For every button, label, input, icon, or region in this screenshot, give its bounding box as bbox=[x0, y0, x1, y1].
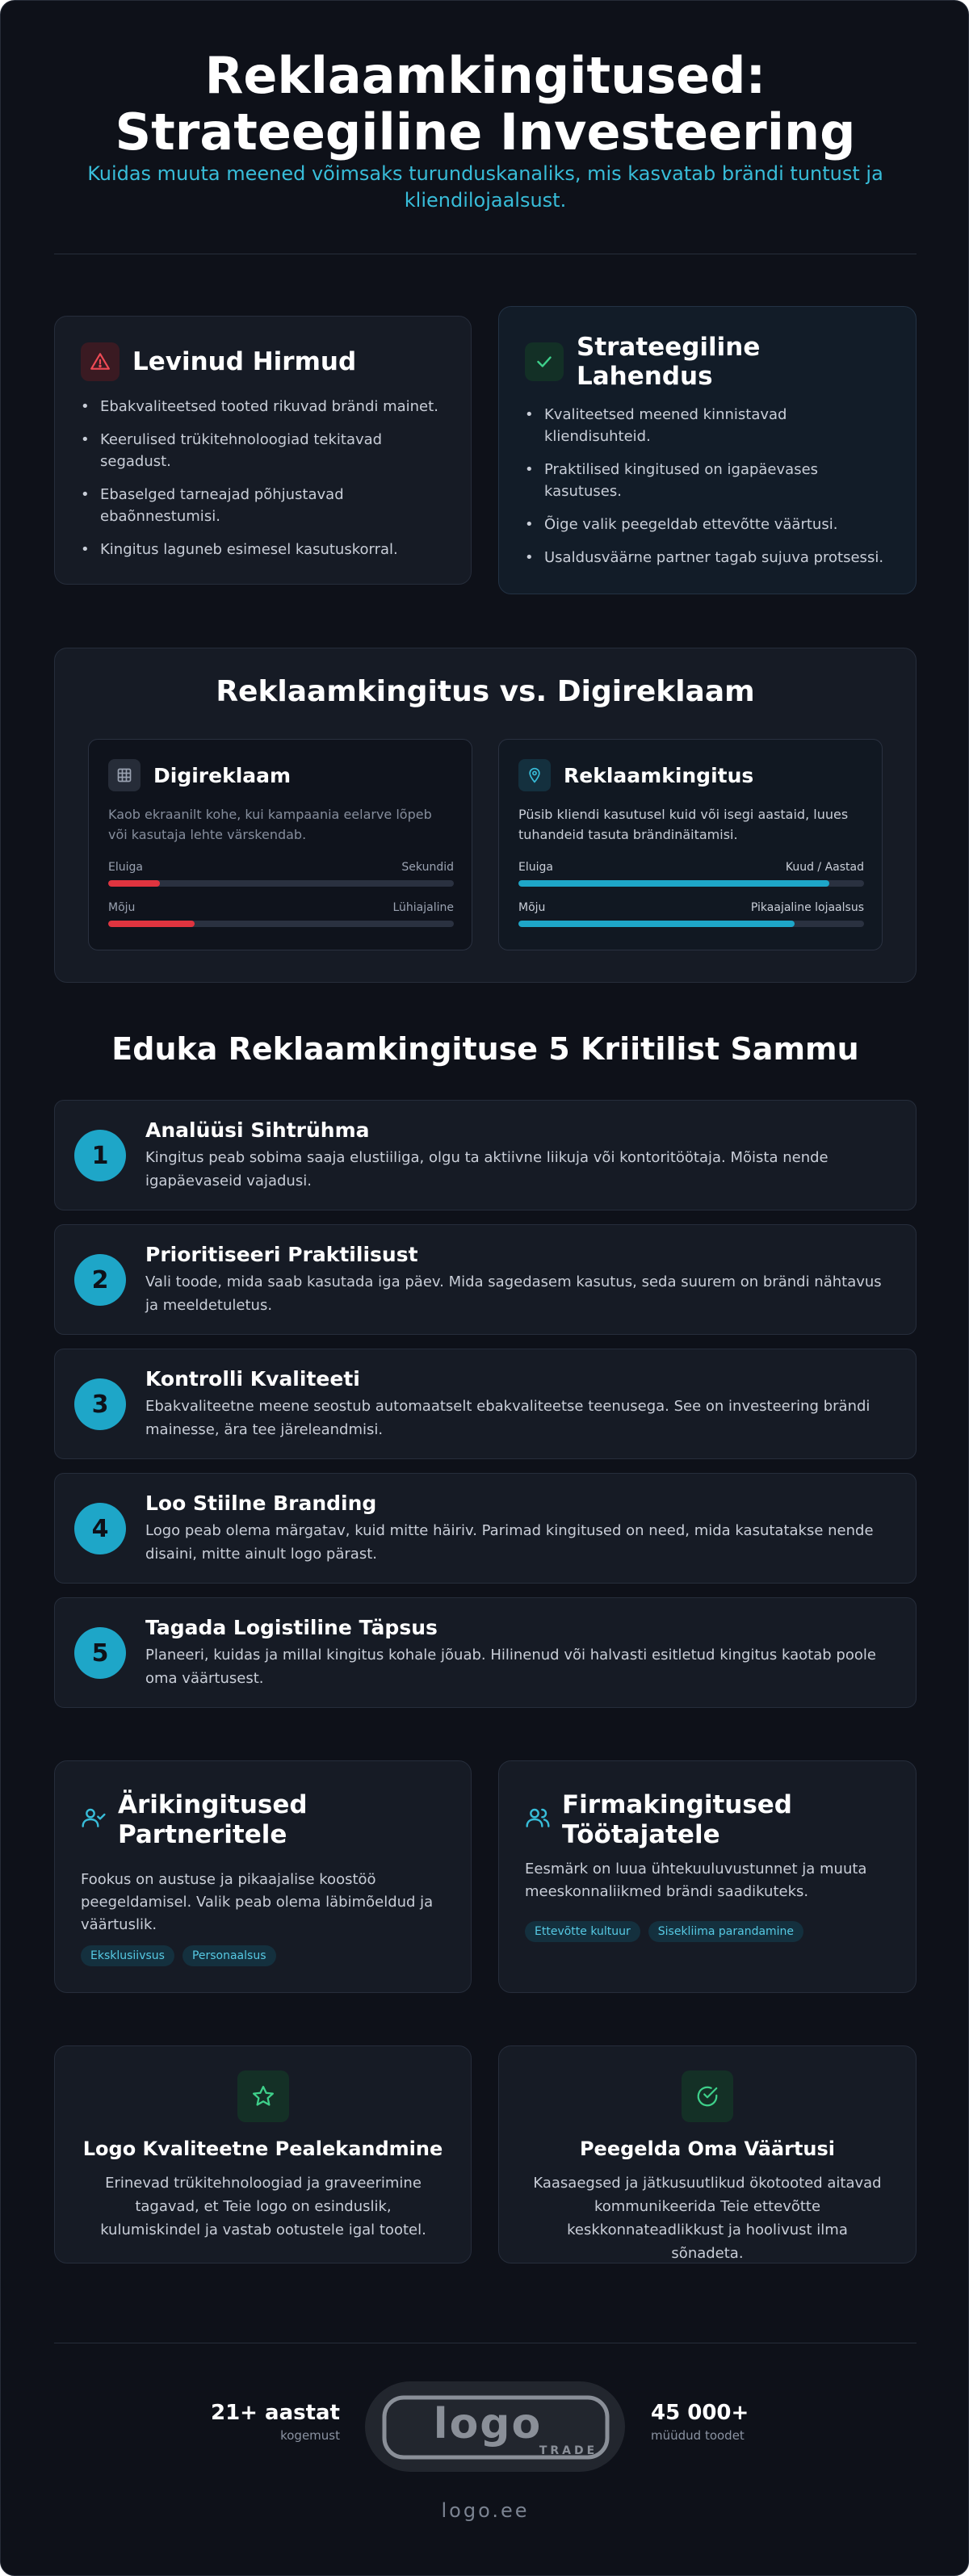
list-item: • Kingitus laguneb esimesel kasutuskorral. bbox=[81, 539, 452, 560]
svg-text:logo: logo bbox=[433, 2400, 543, 2448]
step-number: 1 bbox=[74, 1130, 126, 1181]
check-circle-icon bbox=[682, 2070, 733, 2122]
stat-value: 21+ aastat bbox=[211, 2401, 340, 2425]
gift-title: Reklaamkingitus bbox=[564, 763, 754, 787]
step-card bbox=[54, 1597, 917, 1708]
stat-value: 45 000+ bbox=[651, 2401, 749, 2425]
page-title bbox=[1, 48, 969, 161]
list-item: • Kvaliteetsed meened kinnistavad kliendisuhteid. bbox=[525, 404, 896, 447]
digital-ad-card bbox=[88, 739, 472, 950]
page-title-line1: Reklaamkingitused: bbox=[204, 46, 766, 105]
step-number: 5 bbox=[74, 1627, 126, 1679]
solution-list bbox=[525, 404, 896, 580]
map-pin-icon bbox=[518, 759, 551, 791]
fears-title: Levinud Hirmud bbox=[132, 347, 357, 376]
step-desc: Kingitus peab sobima saaja elustiiliga, olgu ta aktiivne liikuja või kontoritöötaja. Mõista nende igapäevaseid vajadusi. bbox=[145, 1149, 828, 1189]
partners-title: Ärikingitused Partneritele bbox=[118, 1790, 308, 1849]
employees-desc: Eesmärk on luua ühtekuuluvustunnet ja muuta meeskonnaliikmed brändi saadikuteks. bbox=[525, 1861, 867, 1900]
step-title: Prioritiseeri Praktilisust bbox=[145, 1243, 418, 1266]
step-title: Kontrolli Kvaliteeti bbox=[145, 1367, 360, 1391]
partners-tags bbox=[81, 1945, 276, 1966]
step-number: 3 bbox=[74, 1378, 126, 1430]
feature-desc: Erinevad trükitehnoloogiad ja graveerimine tagavad, et Teie logo on esinduslik, kulumiskindel ja vastab ootustele igal tootel. bbox=[100, 2175, 426, 2238]
tag: Sisekliima parandamine bbox=[648, 1921, 803, 1942]
stat-orders bbox=[651, 2401, 828, 2443]
check-icon bbox=[525, 342, 564, 381]
page-title-line2: Strateegiline Investeering bbox=[115, 103, 856, 162]
step-desc: Ebakvaliteetne meene seostub automaatselt ebakvaliteetse teenusega. See on investeering brändi mainesse, ära tee järeleandmisi. bbox=[145, 1398, 870, 1438]
feature-card-values bbox=[498, 2045, 917, 2263]
logo bbox=[365, 2381, 625, 2472]
solution-card bbox=[498, 306, 917, 594]
stat-years bbox=[162, 2401, 340, 2443]
footer-link[interactable]: logo.ee bbox=[441, 2499, 530, 2522]
digital-impact-bar: Mõju Lühiajaline bbox=[108, 901, 454, 927]
fears-card bbox=[54, 316, 472, 585]
list-item: • Keerulised trükitehnoloogiad tekitavad segadust. bbox=[81, 429, 452, 472]
step-card bbox=[54, 1224, 917, 1335]
tag: Personaalsus bbox=[182, 1945, 276, 1966]
step-title: Loo Stiilne Branding bbox=[145, 1491, 377, 1515]
stat-label: müüdud toodet bbox=[651, 2428, 745, 2443]
list-item: • Praktilised kingitused on igapäevases kasutuses. bbox=[525, 459, 896, 502]
feature-title: Peegelda Oma Väärtusi bbox=[579, 2138, 836, 2160]
fears-list bbox=[81, 396, 452, 572]
list-item: • Ebakvaliteetsed tooted rikuvad brändi mainet. bbox=[81, 396, 452, 417]
feature-card-logo-quality bbox=[54, 2045, 472, 2263]
step-card bbox=[54, 1349, 917, 1459]
list-item: • Õige valik peegeldab ettevõtte väärtusi. bbox=[525, 514, 896, 535]
employees-card bbox=[498, 1760, 917, 1993]
comparison-title: Reklaamkingitus vs. Digireklaam bbox=[216, 675, 755, 708]
user-check-icon bbox=[81, 1805, 107, 1831]
list-item: • Usaldusväärne partner tagab sujuva protsessi. bbox=[525, 547, 896, 568]
gift-desc: Püsib kliendi kasutusel kuid või isegi aastaid, luues tuhandeid tasuta brändinäitamisi. bbox=[518, 807, 849, 842]
star-icon bbox=[237, 2070, 289, 2122]
feature-desc: Kaasaegsed ja jätkusuutlikud ökotooted aitavad kommunikeerida Teie ettevõtte keskkonnateadlikkust ja hoolivust ilma sõnadeta. bbox=[533, 2175, 882, 2262]
tag: Ettevõtte kultuur bbox=[525, 1921, 640, 1942]
digital-ad-desc: Kaob ekraanilt kohe, kui kampaania eelarve lõpeb või kasutaja lehte värskendab. bbox=[108, 807, 432, 842]
warning-icon bbox=[81, 342, 120, 381]
grid-icon bbox=[108, 759, 141, 791]
step-title: Analüüsi Sihtrühma bbox=[145, 1118, 370, 1142]
steps-title: Eduka Reklaamkingituse 5 Kriitilist Sammu bbox=[111, 1031, 859, 1067]
employees-tags bbox=[525, 1921, 803, 1942]
digital-lifespan-bar: Eluiga Sekundid bbox=[108, 861, 454, 887]
step-desc: Logo peab olema märgatav, kuid mitte häiriv. Parimad kingitused on need, mida kasutatakse nende disaini, mitte ainult logo pärast. bbox=[145, 1522, 874, 1563]
gift-card bbox=[498, 739, 883, 950]
users-icon bbox=[525, 1805, 551, 1831]
step-desc: Planeeri, kuidas ja millal kingitus kohale jõuab. Hilinenud või halvasti esitletud kingitus kaotab poole oma väärtusest. bbox=[145, 1647, 876, 1687]
step-number: 4 bbox=[74, 1503, 126, 1554]
step-card bbox=[54, 1100, 917, 1210]
partners-card bbox=[54, 1760, 472, 1993]
tag: Eksklusiivsus bbox=[81, 1945, 174, 1966]
svg-text:TRADE: TRADE bbox=[539, 2444, 598, 2457]
list-item: • Ebaselged tarneajad põhjustavad ebaõnnestumisi. bbox=[81, 484, 452, 527]
digital-ad-title: Digireklaam bbox=[153, 763, 292, 787]
gift-impact-bar: Mõju Pikaajaline lojaalsus bbox=[518, 901, 864, 927]
step-title: Tagada Logistiline Täpsus bbox=[145, 1616, 438, 1639]
gift-lifespan-bar: Eluiga Kuud / Aastad bbox=[518, 861, 864, 887]
employees-title: Firmakingitused Töötajatele bbox=[562, 1790, 792, 1849]
page-subtitle: Kuidas muuta meened võimsaks turunduskanaliks, mis kasvatab brändi tuntust ja kliendilojaalsust. bbox=[87, 162, 883, 212]
stat-label: kogemust bbox=[280, 2428, 340, 2443]
company-logo bbox=[365, 2381, 625, 2472]
feature-title: Logo Kvaliteetne Pealekandmine bbox=[82, 2138, 443, 2160]
partners-desc: Fookus on austuse ja pikaajalise koostöö peegeldamisel. Valik peab olema läbimõeldud ja väärtuslik. bbox=[81, 1871, 434, 1933]
step-number: 2 bbox=[74, 1254, 126, 1306]
step-desc: Vali toode, mida saab kasutada iga päev. Mida sagedasem kasutus, seda suurem on brändi nähtavus ja meeldetuletus. bbox=[145, 1273, 882, 1314]
solution-title: Strateegiline Lahendus bbox=[577, 333, 761, 391]
step-card bbox=[54, 1473, 917, 1584]
